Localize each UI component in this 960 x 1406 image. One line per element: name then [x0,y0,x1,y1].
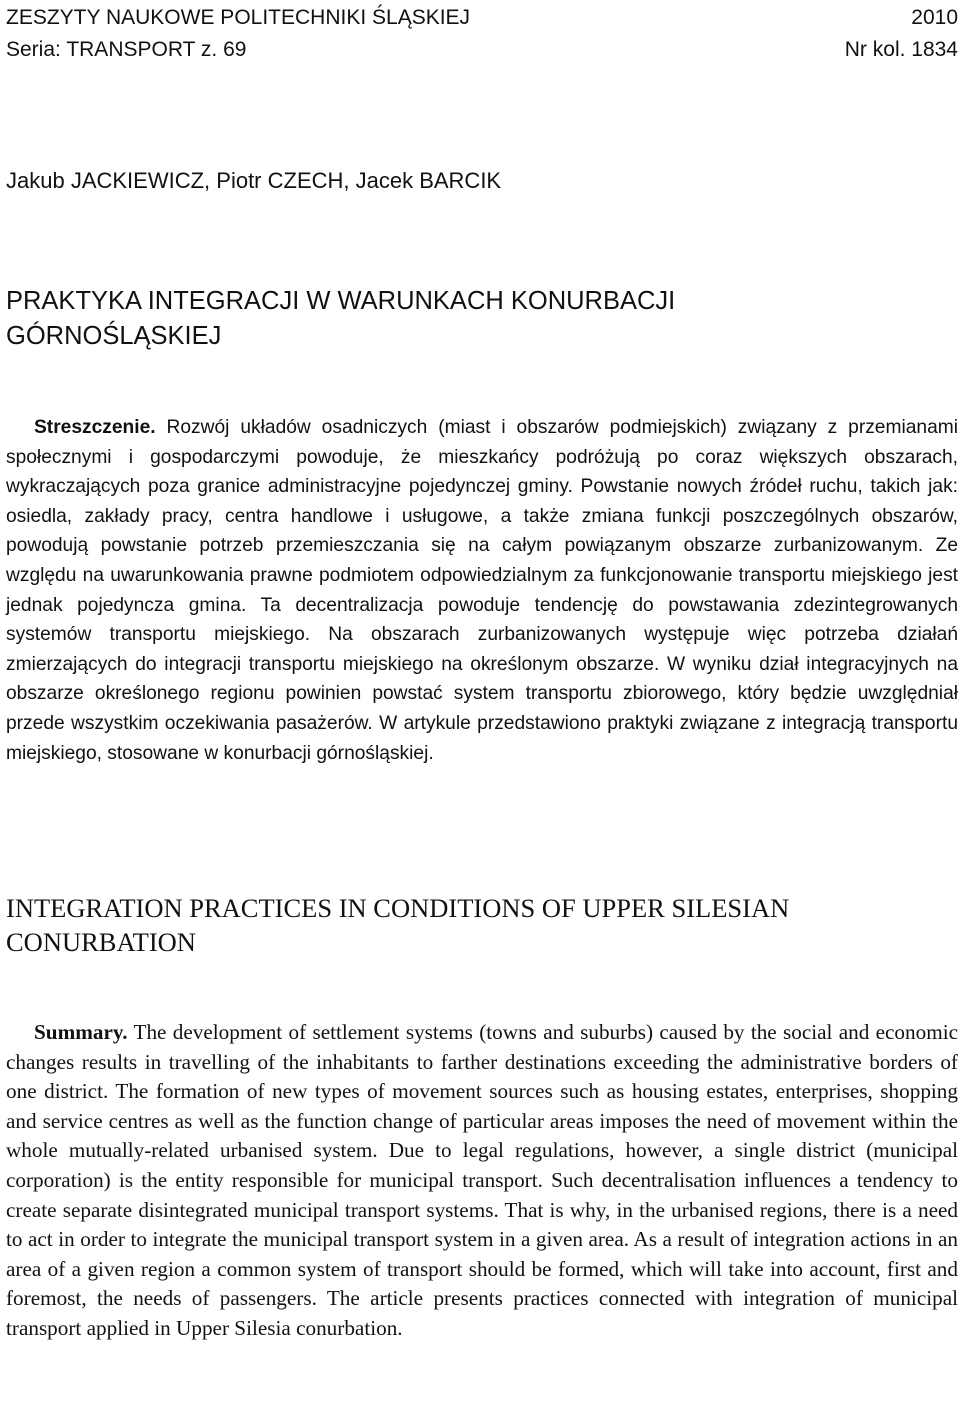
polish-abstract-text: Rozwój układów osadniczych (miast i obszarów podmiejskich) związany z przemianami społecznymi i gospodarczymi powoduje, że mieszkańcy podróżują po coraz większych obszarach, wykraczających poza granice administracyjne pojedynczej gminy. Powstanie nowych źródeł ruchu, takich jak: osiedla, zakłady pracy, centra handlowe i usługowe, a także zmiana funkcji poszczególnych obszarów, powodują powstanie potrzeb przemieszczania się na całym powiązanym obszarze zurbanizowanym. Ze względu na uwarunkowania prawne podmiotem odpowiedzialnym za funkcjonowanie transportu miejskiego jest jednak pojedyncza gmina. Ta decentralizacja powoduje tendencję do powstawania zdezintegrowanych systemów transportu miejskiego. Na obszarach zurbanizowanych występuje więc potrzeba działań zmierzających do integracji transportu miejskiego na określonym obszarze. W wyniku dział integracyjnych na obszarze określonego regionu powinien powstać system transportu zbiorowego, który będzie uwzględniał przede wszystkim oczekiwania pasażerów. W artykule przedstawiono praktyki związane z integracją transportu miejskiego, stosowane w konurbacji górnośląskiej. [6,417,958,764]
author-list: Jakub JACKIEWICZ, Piotr CZECH, Jacek BARCIK [6,168,502,193]
english-title-line-1: INTEGRATION PRACTICES IN CONDITIONS OF UPPER SILESIAN [6,893,790,923]
english-abstract-label: Summary. [34,1020,128,1044]
english-abstract [6,1018,958,1344]
paper-page [6,0,958,1406]
english-title-line-2: CONURBATION [6,927,196,957]
polish-title [6,284,958,354]
series-header [6,34,958,66]
english-title [6,891,958,959]
journal-name: ZESZYTY NAUKOWE POLITECHNIKI ŚLĄSKIEJ [6,6,471,29]
polish-title-line-2: GÓRNOŚLĄSKIEJ [6,322,222,350]
journal-header [6,2,958,34]
journal-year: 2010 [911,6,958,29]
english-abstract-text: The development of settlement systems (towns and suburbs) caused by the social and economic changes results in travelling of the inhabitants to farther destinations exceeding the administrative borders of one district. The formation of new types of movement sources such as housing estates, enterprises, shopping and service centres as well as the function change of particular areas imposes the need of movement within the whole mutually-related urbanised system. Due to legal regulations, however, a single district (municipal corporation) is the entity responsible for municipal transport. Such decentralisation influences a tendency to create separate disintegrated municipal transport systems. That is why, in the urbanised regions, there is a need to act in order to integrate the municipal transport system in a given area. As a result of integration actions in an area of a given region a common system of transport should be formed, which will take into account, first and foremost, the needs of passengers. The article presents practices connected with integration of municipal transport applied in Upper Silesia conurbation. [6,1020,958,1340]
issue-number: Nr kol. 1834 [844,38,958,61]
polish-title-line-1: PRAKTYKA INTEGRACJI W WARUNKACH KONURBACJI [6,287,676,315]
polish-abstract [6,413,958,768]
polish-abstract-label: Streszczenie. [34,417,156,438]
series-name: Seria: TRANSPORT z. 69 [6,38,247,61]
